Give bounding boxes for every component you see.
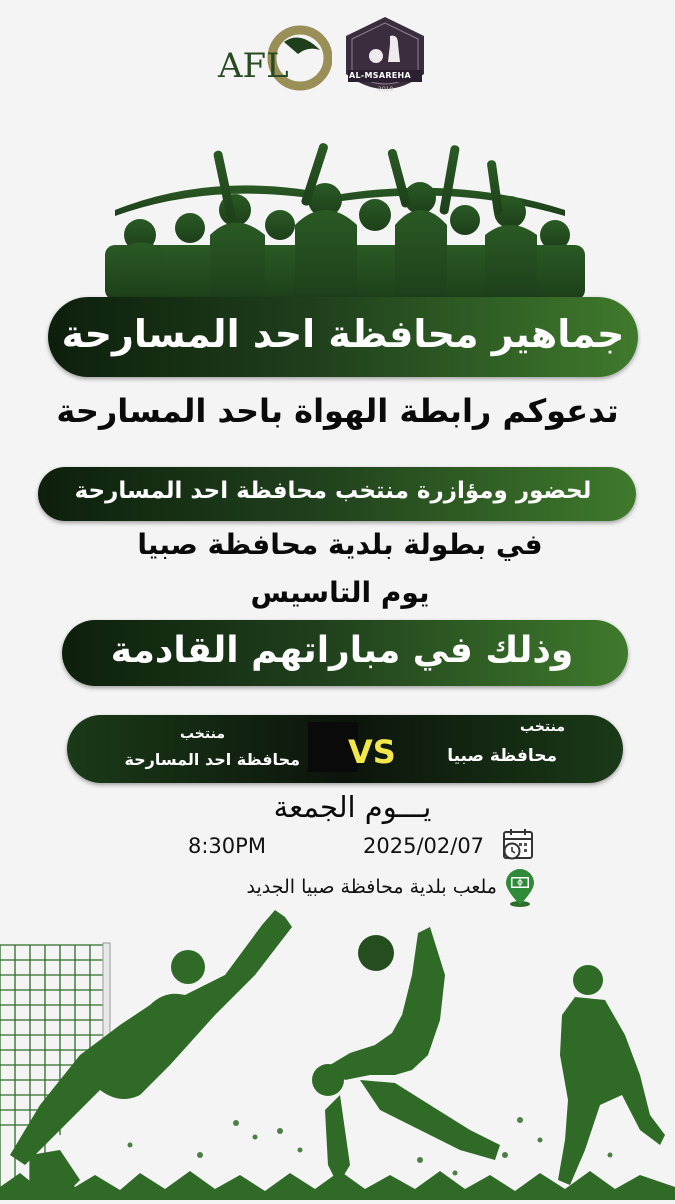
afl-logo — [212, 20, 332, 100]
date-text: 2025/02/07 — [363, 834, 485, 858]
venue-text: ملعب بلدية محافظة صبيا الجديد — [246, 876, 497, 898]
club-logo-year: 2019 — [378, 86, 394, 93]
tournament-text: في بطولة بلدية محافظة صبيا — [137, 528, 543, 561]
vs-label: VS — [348, 733, 396, 771]
upcoming-text: وذلك في مباراتهم القادمة — [110, 630, 574, 671]
attend-text: لحضور ومؤازرة منتخب محافظة احد المسارحة — [74, 478, 592, 504]
team-left-name: محافظة احد المسارحة — [124, 750, 300, 769]
time-text: 8:30PM — [188, 834, 266, 858]
afl-logo-text: AFL — [218, 46, 289, 86]
stadium-location-icon — [503, 868, 537, 908]
day-name-text: يوم التاسيس — [250, 576, 430, 609]
headline-text: جماهير محافظة احد المسارحة — [61, 312, 625, 356]
club-logo — [340, 14, 430, 102]
team-left-top: منتخب — [179, 726, 225, 742]
invite-text: تدعوكم رابطة الهواة باحد المسارحة — [56, 392, 619, 430]
calendar-clock-icon — [500, 828, 536, 862]
weekday-text: يـــوم الجمعة — [273, 790, 432, 824]
club-logo-name: AL-MSAREHA — [349, 71, 412, 80]
team-right-name: محافظة صبيا — [447, 746, 557, 766]
crowd-silhouette — [95, 140, 590, 300]
team-right-top: منتخب — [519, 719, 565, 735]
players-silhouette — [0, 905, 675, 1200]
